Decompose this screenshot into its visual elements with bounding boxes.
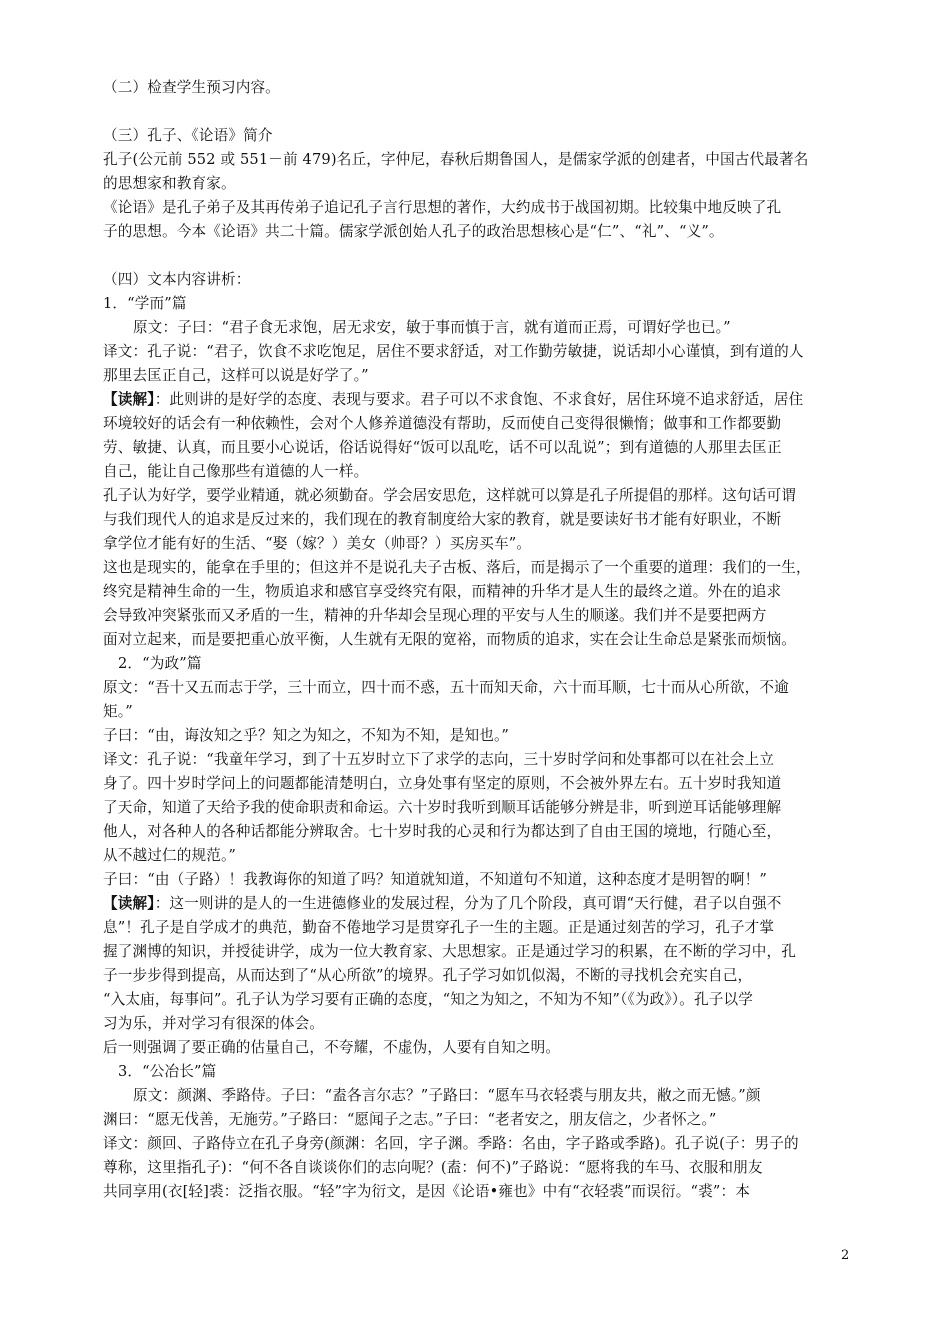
text-line (103, 580, 781, 604)
text-line (103, 220, 724, 244)
line-text: 终究是精神生命的一生，物质追求和感官享受终究有限，而精神的升华才是人生的最终之道。外在的追求 (103, 583, 782, 600)
line-text: （二）检查学生预习内容。 (103, 79, 280, 96)
line-text: 劳、敏捷、认真，而且要小心说话，俗话说得好“饭可以乱吃，话不可以乱说”；到有道德的人那里去匡正 (103, 439, 782, 456)
line-text: 后一则强调了要正确的估量自己，不夸耀，不虚伪，人要有自知之明。 (103, 1039, 561, 1056)
line-text: “入太庙，每事问”。孔子认为学习要有正确的态度，“知之为知之，不知为不知”（《为政》）。孔子以学 (103, 991, 753, 1008)
text-line (133, 1084, 761, 1108)
line-text: 与我们现代人的追求是反过来的，我们现在的教育制度给大家的教育，就是要读好书才能有好职业，不断 (103, 511, 782, 528)
text-line (103, 940, 796, 964)
line-text: 原文：“吾十又五而志于学，三十而立，四十而不惑，五十而知天命，六十而耳顺，七十而从心所欲，不逾 (103, 679, 789, 696)
text-line (103, 916, 774, 940)
text-line (103, 1036, 560, 1060)
text-line (103, 292, 187, 316)
line-text: ：此则讲的是好学的态度、表现与要求。君子可以不求食饱、不求食好，居住环境不追求舒适，居住 (154, 391, 804, 408)
line-text: 2．“为政”篇 (118, 655, 202, 672)
text-line (103, 172, 236, 196)
line-text: 1．“学而”篇 (103, 295, 187, 312)
text-line (103, 268, 250, 292)
text-line (103, 820, 781, 844)
line-text: 原文：子曰：“君子食无求饱，居无求安，敏于事而慎于言，就有道而正焉，可谓好学也已。” (133, 319, 731, 336)
line-text: 共同享用(衣[轻]裘：泛指衣服。“轻”字为衍文，是因《论语•雍也》中有“衣轻裘”而误衍。“裘”：本 (103, 1183, 750, 1200)
line-text: 身了。四十岁时学问上的问题都能清楚明白，立身处事有坚定的原则，不会被外界左右。五十岁时我知道 (103, 775, 782, 792)
line-text: 译文：孔子说：“我童年学习，到了十五岁时立下了求学的志向，三十岁时学问和处事都可以在社会上立 (103, 751, 775, 768)
line-text: 会导致冲突紧张而又矛盾的一生，精神的升华却会呈现心理的平安与人生的顺遂。我们并不是要把两方 (103, 607, 767, 624)
reading-label: 【读解】 (103, 895, 155, 912)
line-text: 自己，能让自己像那些有道德的人一样。 (103, 463, 369, 480)
line-text: 息”！孔子是自学成才的典范，勤奋不倦地学习是贯穿孔子一生的主题。正是通过刻苦的学习，孔子才掌 (103, 919, 775, 936)
text-line (103, 964, 752, 988)
line-text: 子的思想。今本《论语》共二十篇。儒家学派创始人孔子的政治思想核心是“仁”、“礼”、“义”。 (103, 223, 724, 240)
text-line (103, 340, 804, 364)
text-line (103, 412, 781, 436)
line-text: 子曰：“由，诲汝知之乎？知之为知之，不知为不知，是知也。” (103, 727, 510, 744)
text-line (103, 508, 781, 532)
text-line (103, 604, 766, 628)
line-text: 渊曰：“愿无伐善，无施劳。”子路曰：“愿闻子之志。”子曰：“老者安之，朋友信之，少者怀之。” (103, 1111, 717, 1128)
text-line (103, 628, 796, 652)
text-line (103, 1012, 324, 1036)
text-line (103, 1180, 750, 1204)
text-line (103, 76, 280, 100)
text-line (103, 844, 236, 868)
line-text: 环境较好的话会有一种依赖性，会对个人修养道德没有帮助，反而使自己变得很懒惰；做事和工作都要勤 (103, 415, 782, 432)
reading-label: 【读解】 (103, 391, 155, 408)
text-line (103, 1132, 799, 1156)
text-line (103, 460, 368, 484)
text-line (103, 124, 273, 148)
text-line (103, 724, 509, 748)
line-text: 子曰：“由（子路）！我教诲你的知道了吗？知道就知道，不知道句不知道，这种态度才是明智的啊！” (103, 871, 767, 888)
line-text: 孔子(公元前 552 或 551－前 479)名丘，字仲尼，春秋后期鲁国人，是儒家学派的创建者，中国古代最著名 (103, 151, 809, 168)
line-text: 了天命，知道了天给予我的使命职责和命运。六十岁时我听到顺耳话能够分辨是非，听到逆耳话能够理解 (103, 799, 782, 816)
text-line (103, 1156, 763, 1180)
text-line (103, 532, 531, 556)
text-line (103, 868, 767, 892)
line-text: 《论语》是孔子弟子及其再传弟子追记孔子言行思想的著作，大约成书于战国初期。比较集中地反映了孔 (103, 199, 782, 216)
text-line (103, 988, 753, 1012)
text-line (118, 652, 202, 676)
text-line (103, 772, 781, 796)
text-line (103, 700, 133, 724)
text-line (103, 388, 803, 412)
line-text: 矩。” (103, 703, 133, 720)
line-text: 译文：颜回、子路侍立在孔子身旁(颜渊：名回，字子渊。季路：名由，字子路或季路)。孔子说(子：男子的 (103, 1135, 799, 1152)
text-line (133, 316, 731, 340)
text-line (103, 676, 789, 700)
line-text: 3．“公冶长”篇 (118, 1063, 217, 1080)
text-line (103, 1108, 717, 1132)
line-text: 从不越过仁的规范。” (103, 847, 237, 864)
text-line (118, 1060, 216, 1084)
text-line (103, 484, 796, 508)
line-text: 他人，对各种人的各种话都能分辨取舍。七十岁时我的心灵和行为都达到了自由王国的境地，行随心至， (103, 823, 782, 840)
text-line (103, 748, 774, 772)
line-text: 孔子认为好学，要学业精通，就必须勤奋。学会居安思危，这样就可以算是孔子所提倡的那样。这句话可谓 (103, 487, 796, 504)
page-number: 2 (841, 1248, 850, 1263)
line-text: 尊称，这里指孔子)：“何不各自谈谈你们的志向呢？(盍：何不)”子路说：“愿将我的车马、衣服和朋友 (103, 1159, 763, 1176)
line-text: 握了渊博的知识，并授徒讲学，成为一位大教育家、大思想家。正是通过学习的积累，在不断的学习中，孔 (103, 943, 796, 960)
line-text: （三）孔子、《论语》简介 (103, 127, 273, 144)
line-text: 子一步步得到提高，从而达到了“从心所欲”的境界。孔子学习如饥似渴，不断的寻找机会充实自己， (103, 967, 753, 984)
line-text: ：这一则讲的是人的一生进德修业的发展过程，分为了几个阶段，真可谓“天行健，君子以自强不 (154, 895, 782, 912)
text-line (103, 892, 782, 916)
text-line (103, 196, 781, 220)
line-text: 习为乐，并对学习有很深的体会。 (103, 1015, 325, 1032)
line-text: 原文：颜渊、季路侍。子曰：“盍各言尔志？”子路曰：“愿车马衣轻裘与朋友共，敝之而无憾。”颜 (133, 1087, 761, 1104)
line-text: 面对立起来，而是要把重心放平衡，人生就有无限的宽裕，而物质的追求，实在会让生命总是紧张而烦恼。 (103, 631, 796, 648)
text-line (103, 364, 369, 388)
text-line (103, 556, 811, 580)
line-text: 那里去匡正自己，这样可以说是好学了。” (103, 367, 369, 384)
line-text: 的思想家和教育家。 (103, 175, 236, 192)
text-line (103, 148, 809, 172)
line-text: （四）文本内容讲析： (103, 271, 251, 288)
line-text: 这也是现实的，能拿在手里的；但这并不是说孔夫子古板、落后，而是揭示了一个重要的道理：我们的一生， (103, 559, 811, 576)
text-line (103, 436, 782, 460)
text-line (103, 796, 781, 820)
line-text: 拿学位才能有好的生活、“娶（嫁？）美女（帅哥？）买房买车”。 (103, 535, 532, 552)
line-text: 译文：孔子说：“君子，饮食不求吃饱足，居住不要求舒适，对工作勤劳敏捷，说话却小心谨慎，到有道的人 (103, 343, 804, 360)
